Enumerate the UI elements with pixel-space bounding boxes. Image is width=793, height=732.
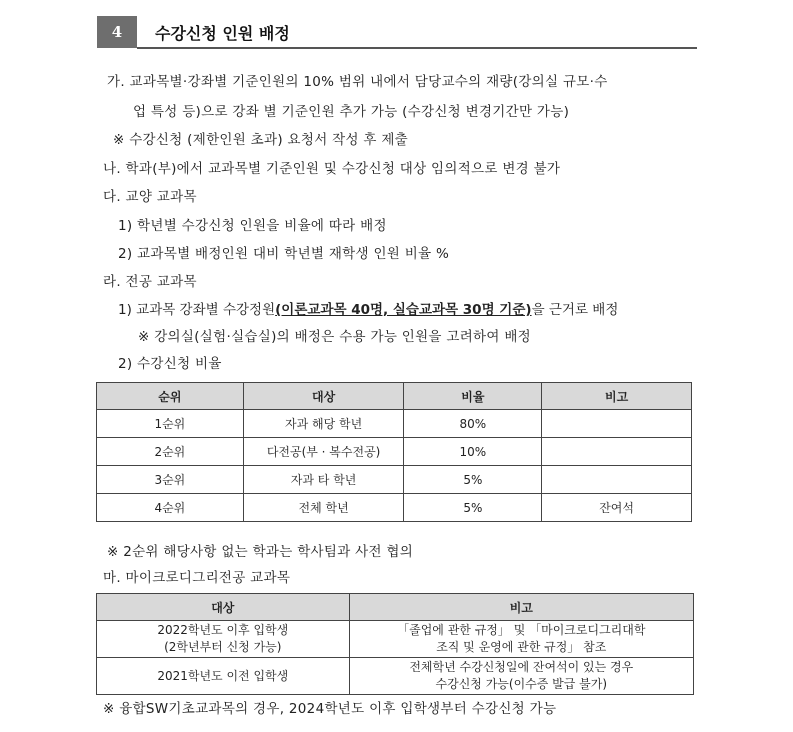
table-cell [349,621,693,658]
table-cell: 1순위 [97,410,244,438]
title-underline [137,47,697,49]
cell-line: 조직 및 운영에 관한 규정」 참조 [436,640,607,654]
table-header: 순위 [97,383,244,410]
item-na: 나. 학과(부)에서 교과목별 기준인원 및 수강신청 대상 임의적으로 변경 불가 [103,161,561,177]
table-cell: 4순위 [97,494,244,522]
cell-line: 「졸업에 관한 규정」 및 「마이크로디그리대학 [397,623,646,637]
table-cell [542,466,692,494]
section-title: 수강신청 인원 배정 [155,24,290,43]
table-header: 비율 [404,383,542,410]
item-da: 다. 교양 교과목 [103,189,197,205]
section-header [97,16,697,50]
table-header-row [97,383,692,410]
item-ra-1-note: ※ 강의실(실험·실습실)의 배정은 수용 가능 인원을 고려하여 배정 [138,329,531,345]
table-cell [542,410,692,438]
table-row [97,410,692,438]
table-cell: 2021학년도 이전 입학생 [97,658,350,695]
table-cell [97,621,350,658]
cell-line: 전체학년 수강신청일에 잔여석이 있는 경우 [409,660,634,674]
cell-line: (2학년부터 신청 가능) [164,640,282,654]
table-cell: 80% [404,410,542,438]
table-cell [349,658,693,695]
item-ga-line2: 업 특성 등)으로 강좌 별 기준인원 추가 가능 (수강신청 변경기간만 가능) [133,104,570,120]
table-row [97,621,694,658]
item-ra-1-emphasis: (이론교과목 40명, 실습교과목 30명 기준) [275,302,532,318]
item-ga-note: ※ 수강신청 (제한인원 초과) 요청서 작성 후 제출 [113,132,409,148]
table-cell: 2순위 [97,438,244,466]
item-da-1: 1) 학년별 수강신청 인원을 비율에 따라 배정 [118,218,387,234]
item-ra-1 [118,298,618,318]
table-header: 대상 [243,383,404,410]
table-row [97,658,694,695]
section-number: 4 [97,16,137,48]
note-priority-2: ※ 2순위 해당사항 없는 학과는 학사팀과 사전 협의 [107,544,414,560]
item-ra-1-prefix: 1) 교과목 강좌별 수강정원 [118,302,276,318]
table-cell: 10% [404,438,542,466]
enrollment-ratio-table [96,382,692,522]
item-ra-1-suffix: 을 근거로 배정 [531,302,619,318]
table-row [97,466,692,494]
cell-line: 2022학년도 이후 입학생 [157,623,289,637]
table-cell: 전체 학년 [243,494,404,522]
table-header: 대상 [97,594,350,621]
table-header: 비고 [349,594,693,621]
cell-line: 수강신청 가능(이수증 발급 불가) [435,677,608,691]
item-ra: 라. 전공 교과목 [103,274,197,290]
table-row [97,438,692,466]
table-cell: 자과 타 학년 [243,466,404,494]
table-cell: 3순위 [97,466,244,494]
table-cell [542,438,692,466]
table-cell: 다전공(부 · 복수전공) [243,438,404,466]
table-cell: 5% [404,466,542,494]
item-ma: 마. 마이크로디그리전공 교과목 [103,570,291,586]
item-ga-line1: 가. 교과목별·강좌별 기준인원의 10% 범위 내에서 담당교수의 재량(강의실 규모·수 [107,74,608,90]
table-row [97,494,692,522]
table-cell: 5% [404,494,542,522]
item-da-2: 2) 교과목별 배정인원 대비 학년별 재학생 인원 비율 % [118,246,450,262]
item-ra-2: 2) 수강신청 비율 [118,356,222,372]
table-header-row [97,594,694,621]
table-cell: 자과 해당 학년 [243,410,404,438]
table-cell: 잔여석 [542,494,692,522]
footer-note: ※ 융합SW기초교과목의 경우, 2024학년도 이후 입학생부터 수강신청 가능 [103,701,557,717]
table-header: 비고 [542,383,692,410]
microdegree-table [96,593,694,695]
